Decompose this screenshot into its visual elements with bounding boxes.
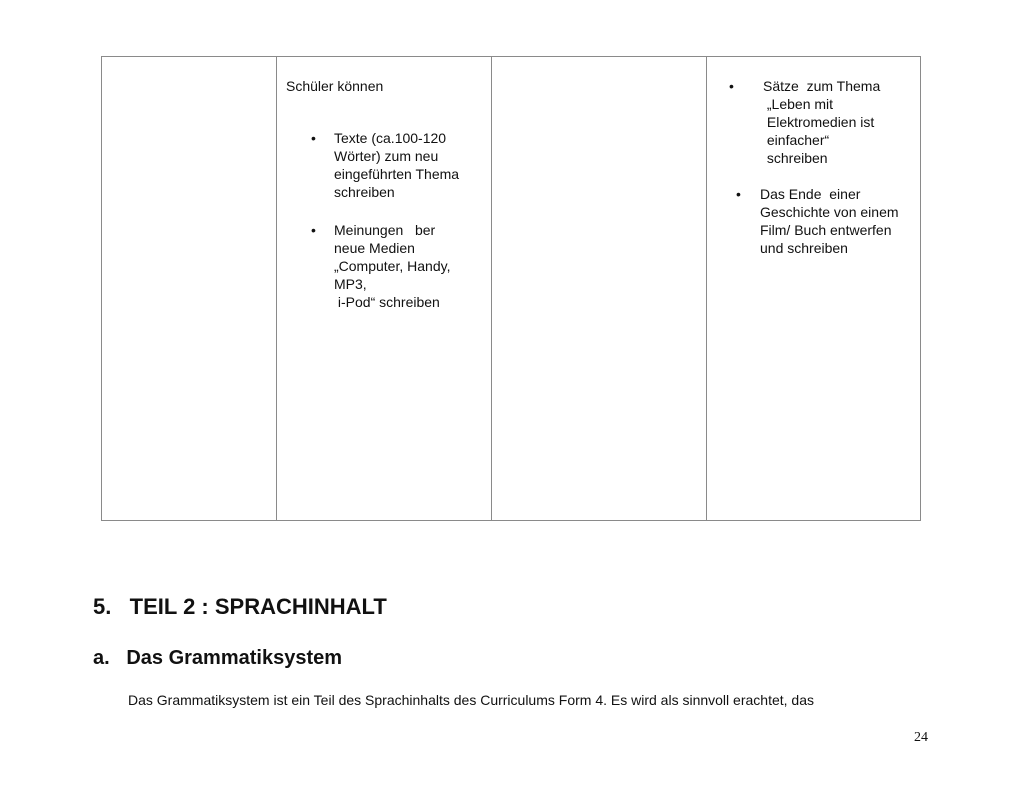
- body-paragraph: Das Grammatiksystem ist ein Teil des Sprachinhalts des Curriculums Form 4. Es wird als sinnvoll erachtet, das: [128, 692, 814, 708]
- list-item-line: Texte (ca.100-120: [334, 130, 447, 146]
- bullet-icon: •: [729, 78, 734, 94]
- subsection-heading: a. Das Grammatiksystem: [93, 647, 343, 669]
- bullet-icon: •: [311, 222, 316, 238]
- list-item-line: einfacher“: [763, 132, 830, 148]
- table-column-4: [707, 57, 922, 520]
- curriculum-table: [101, 56, 921, 521]
- list-item-line: Meinungen ber: [334, 222, 436, 238]
- list-item-line: schreiben: [334, 184, 395, 200]
- list-item-line: „Computer, Handy,: [334, 258, 451, 274]
- bullet-icon: •: [311, 130, 316, 146]
- section-heading: 5. TEIL 2 : SPRACHINHALT: [93, 594, 387, 619]
- list-item-line: schreiben: [763, 150, 828, 166]
- table-column-2: [277, 57, 492, 520]
- table-column-1: [102, 57, 277, 520]
- list-item-line: eingeführten Thema: [334, 166, 460, 182]
- list-item-line: i-Pod“ schreiben: [334, 294, 440, 310]
- table-column-3: [492, 57, 707, 520]
- list-item-line: und schreiben: [760, 240, 848, 256]
- list-item-line: Sätze zum Thema: [763, 78, 881, 94]
- list-item-line: Wörter) zum neu: [334, 148, 439, 164]
- list-item-line: MP3,: [334, 276, 367, 292]
- list-item-line: Film/ Buch entwerfen: [760, 222, 892, 238]
- list-item-line: Das Ende einer: [760, 186, 861, 202]
- page-number: 24: [914, 730, 928, 745]
- column-2-intro: Schüler können: [286, 78, 384, 94]
- list-item-line: „Leben mit: [763, 96, 834, 112]
- list-item-line: Geschichte von einem: [760, 204, 899, 220]
- list-item-line: Elektromedien ist: [763, 114, 875, 130]
- bullet-icon: •: [736, 186, 741, 202]
- list-item-line: neue Medien: [334, 240, 415, 256]
